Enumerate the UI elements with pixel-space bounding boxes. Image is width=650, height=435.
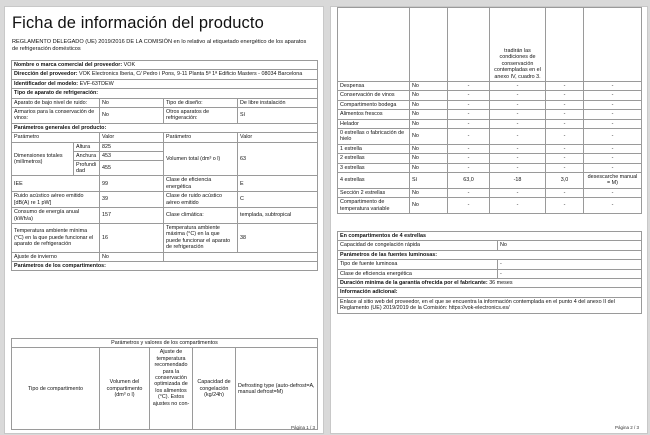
main-parameters-table <box>11 60 317 271</box>
compartment-name: 2 estrellas <box>338 154 410 163</box>
compartment-v2: - <box>490 91 546 100</box>
compartment-v2: - <box>490 129 546 145</box>
supplier-name-label: Nombre o marca comercial del proveedor: <box>14 62 123 68</box>
page-number: Página 2 / 3 <box>614 425 639 430</box>
compartment-v4: desescarche manual = M) <box>584 173 642 189</box>
compartment-present: No <box>410 100 448 109</box>
col-value-header-2: Valor <box>238 133 318 142</box>
compartment-v4: - <box>584 188 642 197</box>
volume-value: 63 <box>238 142 318 176</box>
compartment-v2: - <box>490 100 546 109</box>
compartment-row <box>338 82 642 91</box>
compartment-v1: 63,0 <box>448 173 490 189</box>
compartment-v4: - <box>584 144 642 153</box>
compartment-v3: - <box>546 163 584 172</box>
compartments-subheader: Parámetros y valores de los compartimentos <box>12 339 318 348</box>
compartment-v3: - <box>546 82 584 91</box>
compartment-name: Conservación de vinos <box>338 91 410 100</box>
additional-info-table <box>337 231 641 314</box>
depth-label: Profundidad <box>74 161 100 176</box>
regulation-intro: REGLAMENTO DELEGADO (UE) 2019/2016 DE LA COMISIÓN en lo relativo al etiquetado energético de los aparatos de refrigeración domésticos <box>12 39 307 53</box>
max-temp-label: Temperatura ambiente máxima (°C) en la que puede funcionar el aparato de refrigeración <box>164 223 238 252</box>
noise-class-label: Clase de ruido acústico aéreo emitido <box>164 192 238 208</box>
compartment-row <box>338 129 642 145</box>
compartment-v2: - <box>490 144 546 153</box>
eei-label: IEE <box>12 176 100 192</box>
empty-cell <box>164 252 318 261</box>
compartment-v2: - <box>490 154 546 163</box>
compartment-v1: - <box>448 198 490 214</box>
compartment-row <box>338 100 642 109</box>
compartment-v1: - <box>448 100 490 109</box>
min-temp-label: Temperatura ambiente mínima (°C) en la que puede funcionar el aparato de refrigeración <box>12 223 100 252</box>
wine-label: Armarios para la conservación de vinos: <box>12 108 100 124</box>
light-header: Parámetros de las fuentes luminosas: <box>338 250 642 259</box>
compartment-v1: - <box>448 82 490 91</box>
compartment-v4: - <box>584 198 642 214</box>
noise-class-value: C <box>238 192 318 208</box>
compartment-v1: - <box>448 163 490 172</box>
compartment-row <box>338 119 642 128</box>
min-temp-value: 16 <box>100 223 164 252</box>
compartment-v1: - <box>448 119 490 128</box>
supplier-address-value: VOK Electronics Iberia, C/ Pedro i Pons, 9-11 Planta 5ª 1ª Edificio Masters - 08034 Barcelona <box>79 71 303 78</box>
winter-value: No <box>100 252 164 261</box>
document-page-2 <box>330 6 648 434</box>
compartment-v3: - <box>546 91 584 100</box>
height-label: Altura <box>74 142 100 151</box>
width-value: 453 <box>100 152 164 161</box>
compartment-name: Helador <box>338 119 410 128</box>
light-type-value: - <box>498 260 642 269</box>
compartment-v4: - <box>584 163 642 172</box>
fast-freeze-value: No <box>498 241 642 250</box>
compartment-v3: - <box>546 188 584 197</box>
width-label: Anchura <box>74 152 100 161</box>
compartment-name: Compartimento de temperatura variable <box>338 198 410 214</box>
col-value-header: Valor <box>100 133 164 142</box>
col-param-header: Parámetro <box>12 133 100 142</box>
compartment-v1: - <box>448 188 490 197</box>
empty-cell <box>338 8 410 82</box>
compartment-v1: - <box>448 129 490 145</box>
low-noise-value: No <box>100 98 164 107</box>
compartment-present: No <box>410 110 448 119</box>
compartment-v4: - <box>584 110 642 119</box>
page-number: Página 1 / 3 <box>290 425 315 430</box>
compartment-v3: - <box>546 154 584 163</box>
compartment-present: Sí <box>410 173 448 189</box>
compartment-name: 0 estrellas o fabricación de hielo <box>338 129 410 145</box>
height-value: 825 <box>100 142 164 151</box>
compartment-present: No <box>410 198 448 214</box>
compartment-v2: - <box>490 188 546 197</box>
document-page-1 <box>4 6 324 434</box>
compartment-name: 1 estrella <box>338 144 410 153</box>
compartment-v3: - <box>546 198 584 214</box>
compartment-v2: - <box>490 163 546 172</box>
compartment-row <box>338 163 642 172</box>
depth-value: 455 <box>100 161 164 176</box>
light-type-label: Tipo de fuente luminosa <box>338 260 498 269</box>
compartment-name: Compartimento bodega <box>338 100 410 109</box>
compartment-present: No <box>410 163 448 172</box>
climate-value: templada, subtropical <box>238 208 318 224</box>
light-class-label: Clase de eficiencia energética <box>338 269 498 278</box>
supplier-name-value: VOK <box>123 62 136 68</box>
compartment-v4: - <box>584 119 642 128</box>
max-temp-value: 38 <box>238 223 318 252</box>
compartment-v3: 3,0 <box>546 173 584 189</box>
additional-text: Enlace al sitio web del proveedor, en el que se encuentra la información contemplada en el punto 4 del anexo II del Reglamento (UE) 2019/2019 de la Comisión: https://vok-electronics.es/ <box>338 297 642 313</box>
compartment-row <box>338 144 642 153</box>
compartment-v1: - <box>448 154 490 163</box>
fast-freeze-label: Capacidad de congelación rápida <box>338 241 498 250</box>
appliance-type-header: Tipo de aparato de refrigeración: <box>12 89 318 98</box>
compartment-v4: - <box>584 129 642 145</box>
guarantee-label: Duración mínima de la garantía ofrecida por el fabricante: <box>340 280 488 287</box>
comp-type-header: Tipo de compartimento <box>12 348 100 430</box>
comp-temp-header: Ajuste de temperatura recomendado para la conservación optimizada de los alimentos (°C). Estos ajustes no con- <box>150 348 193 430</box>
compartment-present: No <box>410 119 448 128</box>
compartment-v3: - <box>546 100 584 109</box>
dimensions-label: Dimensiones totales (milímetros) <box>12 142 74 176</box>
eei-value: 99 <box>100 176 164 192</box>
compartment-row <box>338 91 642 100</box>
general-params-header: Parámetros generales del producto: <box>12 123 318 132</box>
wine-value: No <box>100 108 164 124</box>
compartment-name: Sección 2 estrellas <box>338 188 410 197</box>
low-noise-label: Aparato de bajo nivel de ruido: <box>12 98 100 107</box>
compartment-name: 3 estrellas <box>338 163 410 172</box>
temp-continued-text: tradirán las condiciones de conservación contempladas en el anexo IV, cuadro 3. <box>490 8 546 82</box>
compartment-v2: - <box>490 110 546 119</box>
model-value: EVF-63TDEW <box>79 80 114 87</box>
compartments-continued-table <box>337 7 641 214</box>
other-appliances-label: Otros aparatos de refrigeración: <box>164 108 238 124</box>
model-label: Identificador del modelo: <box>14 80 79 87</box>
four-star-header: En compartimentos de 4 estrellas <box>338 232 642 241</box>
noise-value: 39 <box>100 192 164 208</box>
compartment-v1: - <box>448 110 490 119</box>
additional-header: Información adicional: <box>338 288 642 297</box>
energy-class-value: E <box>238 176 318 192</box>
compartment-row <box>338 188 642 197</box>
compartment-row <box>338 110 642 119</box>
compartment-v2: - <box>490 198 546 214</box>
compartment-v2: - <box>490 82 546 91</box>
compartments-header: Parámetros de los compartimentos: <box>12 261 318 270</box>
consumption-label: Consumo de energía anual (kWh/a) <box>12 208 100 224</box>
compartment-v3: - <box>546 144 584 153</box>
compartment-row <box>338 154 642 163</box>
compartment-v4: - <box>584 100 642 109</box>
compartment-v4: - <box>584 82 642 91</box>
climate-label: Clase climática: <box>164 208 238 224</box>
empty-cell <box>410 8 448 82</box>
design-type-label: Tipo de diseño: <box>164 98 238 107</box>
compartment-v1: - <box>448 91 490 100</box>
light-class-value: - <box>498 269 642 278</box>
compartment-v3: - <box>546 110 584 119</box>
compartment-present: No <box>410 82 448 91</box>
guarantee-value: 36 meses <box>489 280 513 287</box>
compartment-v3: - <box>546 129 584 145</box>
design-type-value: De libre instalación <box>238 98 318 107</box>
compartment-v4: - <box>584 154 642 163</box>
compartment-v4: - <box>584 91 642 100</box>
empty-cell <box>546 8 584 82</box>
compartment-name: 4 estrellas <box>338 173 410 189</box>
empty-cell <box>448 8 490 82</box>
comp-volume-header: Volumen del compartimento (dm³ o l) <box>100 348 150 430</box>
empty-cell <box>584 8 642 82</box>
compartment-present: No <box>410 129 448 145</box>
compartment-row <box>338 198 642 214</box>
compartment-v3: - <box>546 119 584 128</box>
compartment-name: Alimentos frescos <box>338 110 410 119</box>
compartment-present: No <box>410 154 448 163</box>
compartment-present: No <box>410 188 448 197</box>
compartments-table <box>11 338 317 430</box>
page-title: Ficha de información del producto <box>12 14 264 32</box>
compartment-v1: - <box>448 144 490 153</box>
compartment-present: No <box>410 144 448 153</box>
noise-label: Ruido acústico aéreo emitido [dB(A) re 1 pW] <box>12 192 100 208</box>
comp-defrost-header: Defrosting type (auto-defrost=A, manual defrost=M) <box>236 348 318 430</box>
col-param-header-2: Parámetro <box>164 133 238 142</box>
energy-class-label: Clase de eficiencia energética <box>164 176 238 192</box>
supplier-address-label: Dirección del proveedor: <box>14 71 78 78</box>
consumption-value: 157 <box>100 208 164 224</box>
volume-label: Volumen total (dm³ o l) <box>164 142 238 176</box>
comp-capacity-header: Capacidad de congelación (kg/24h) <box>193 348 236 430</box>
compartment-name: Despensa <box>338 82 410 91</box>
winter-label: Ajuste de invierno <box>12 252 100 261</box>
compartment-v2: -18 <box>490 173 546 189</box>
other-appliances-value: Sí <box>238 108 318 124</box>
compartment-v2: - <box>490 119 546 128</box>
compartment-present: No <box>410 91 448 100</box>
compartment-row <box>338 173 642 189</box>
